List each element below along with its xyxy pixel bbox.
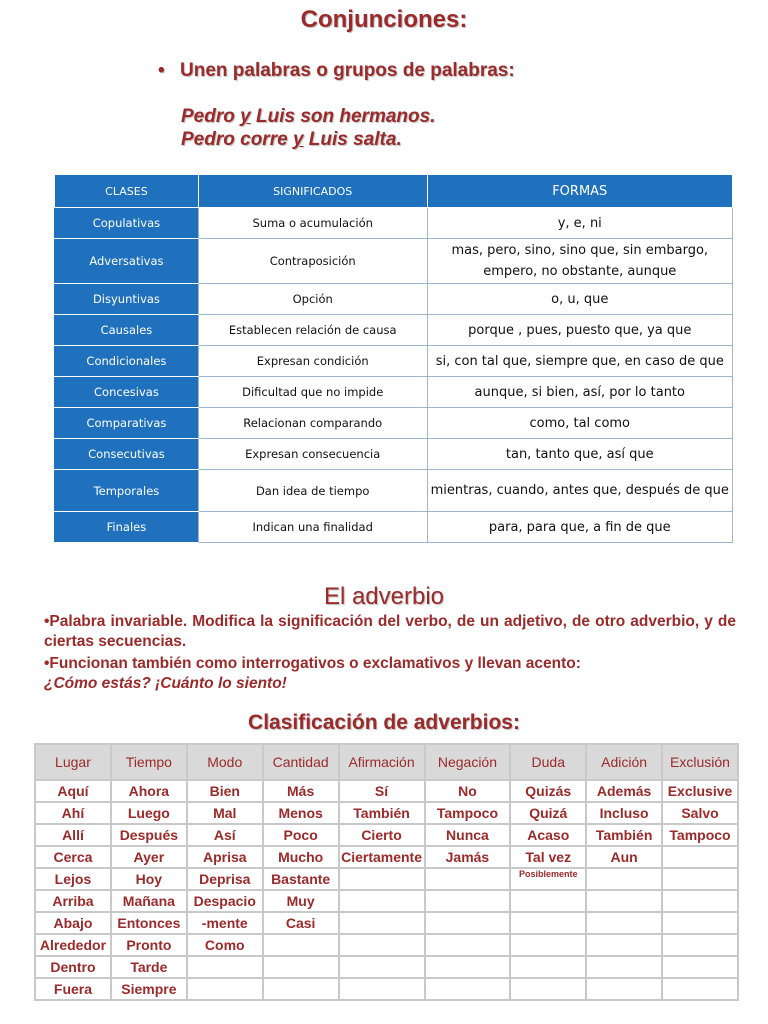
adv-cell [340,979,424,999]
adv-cell: Cerca [36,847,110,867]
conj-clase-cell: Disyuntivas [55,284,199,315]
adv-cell [511,913,585,933]
adv-header-duda: Duda [511,745,585,779]
adv-row [36,847,737,867]
adv-cell: Tampoco [426,803,510,823]
adv-cell: Mañana [112,891,186,911]
adverbio-definition: •Palabra invariable. Modifica la significación del verbo, de un adjetivo, de otro adverbio, y de ciertas secuencias. [44,613,736,650]
adv-cell: Despacio [188,891,262,911]
adv-row [36,891,737,911]
adv-cell: Jamás [426,847,510,867]
adv-cell [426,869,510,889]
adv-cell [264,957,338,977]
adv-cell: Ahora [112,781,186,801]
adv-cell [511,957,585,977]
adv-cell: También [587,825,661,845]
adv-header-tiempo: Tiempo [112,745,186,779]
adv-cell: Bien [188,781,262,801]
conj-formas-cell: como, tal como [427,408,732,439]
adv-cell: Bastante [264,869,338,889]
adv-header-adición: Adición [587,745,661,779]
conj-formas-cell: porque , pues, puesto que, ya que [427,315,732,346]
header-clases: CLASES [55,175,199,208]
adv-cell: Muy [264,891,338,911]
example2-conjunction: y [292,129,304,150]
adv-cell: Más [264,781,338,801]
adv-cell: Como [188,935,262,955]
conj-row [55,377,733,408]
conj-clase-cell: Copulativas [55,208,199,239]
adv-cell: Después [112,825,186,845]
conj-row [55,315,733,346]
adv-header-negación: Negación [426,745,510,779]
adv-cell: Así [188,825,262,845]
adv-cell [587,891,661,911]
adv-cell: Arriba [36,891,110,911]
adv-header-exclusión: Exclusión [663,745,737,779]
adv-cell [663,957,737,977]
adv-row [36,935,737,955]
adv-cell: No [426,781,510,801]
adv-row [36,979,737,999]
adv-cell: Menos [264,803,338,823]
adv-cell: Mal [188,803,262,823]
adv-row [36,825,737,845]
adv-header-modo: Modo [188,745,262,779]
adv-cell [663,913,737,933]
conj-row [55,346,733,377]
conj-significado-cell: Dificultad que no impide [198,377,427,408]
conj-formas-cell: mientras, cuando, antes que, después de que [427,470,732,512]
adv-cell: Ayer [112,847,186,867]
adv-cell: Cierto [340,825,424,845]
conj-row [55,208,733,239]
adv-cell [340,957,424,977]
adv-row [36,913,737,933]
conj-row [55,439,733,470]
adv-header-afirmación: Afirmación [340,745,424,779]
conj-row [55,408,733,439]
adv-cell: Tarde [112,957,186,977]
conjunciones-bullet [158,60,515,82]
adv-cell: Acaso [511,825,585,845]
adv-cell [340,935,424,955]
adv-cell [511,979,585,999]
adv-cell [340,913,424,933]
adverbio-function: •Funcionan también como interrogativos o exclamativos y llevan acento: [44,655,581,672]
conj-clase-cell: Temporales [55,470,199,512]
conj-formas-cell: si, con tal que, siempre que, en caso de que [427,346,732,377]
adv-cell [663,935,737,955]
adv-cell [663,847,737,867]
conj-clase-cell: Comparativas [55,408,199,439]
conj-formas-cell: y, e, ni [427,208,732,239]
adv-cell [511,891,585,911]
conj-significado-cell: Suma o acumulación [198,208,427,239]
adv-cell [426,935,510,955]
adv-cell [587,935,661,955]
adv-row [36,869,737,889]
adv-cell: Mucho [264,847,338,867]
clasificacion-title: Clasificación de adverbios: [248,711,520,734]
adv-cell [587,957,661,977]
adv-cell [587,979,661,999]
adv-cell: Casi [264,913,338,933]
adv-cell: Salvo [663,803,737,823]
adverbio-example: ¿Cómo estás? ¡Cuánto lo siento! [44,675,287,692]
adv-cell [663,891,737,911]
adv-header-lugar: Lugar [36,745,110,779]
adv-cell [264,979,338,999]
adv-cell: Alrededor [36,935,110,955]
conj-formas-cell: tan, tanto que, así que [427,439,732,470]
adv-cell [340,891,424,911]
adv-cell [188,979,262,999]
adv-cell [340,869,424,889]
conjunciones-title: Conjunciones: [300,6,468,33]
example1-conjunction: y [240,106,251,127]
conj-clase-cell: Condicionales [55,346,199,377]
adv-row [36,803,737,823]
adv-row [36,781,737,801]
example-sentence-1 [181,106,435,128]
adv-cell: Quizás [511,781,585,801]
example2-part-a: Pedro corre [181,129,293,150]
adv-cell: Luego [112,803,186,823]
adv-cell [663,979,737,999]
adv-cell: Posiblemente [511,869,585,889]
conj-significado-cell: Dan idea de tiempo [198,470,427,512]
adv-cell [587,913,661,933]
adv-cell: Hoy [112,869,186,889]
adv-header-cantidad: Cantidad [264,745,338,779]
conj-significado-cell: Establecen relación de causa [198,315,427,346]
adv-cell: -mente [188,913,262,933]
bullet-text: Unen palabras o grupos de palabras: [180,60,515,81]
conj-formas-cell: mas, pero, sino, sino que, sin embargo, empero, no obstante, aunque [427,239,732,284]
adv-cell: También [340,803,424,823]
adv-row [36,957,737,977]
adv-cell: Ciertamente [341,849,422,865]
conj-header-row [55,175,733,208]
adv-cell [426,913,510,933]
conj-clase-cell: Adversativas [55,239,199,284]
conjunciones-table [54,174,733,543]
adv-cell: Siempre [112,979,186,999]
example2-part-b: Luis salta. [303,129,402,150]
adv-cell: Aun [587,847,661,867]
conj-clase-cell: Causales [55,315,199,346]
adv-cell: Tampoco [663,825,737,845]
conj-formas-cell: aunque, si bien, así, por lo tanto [427,377,732,408]
conj-row [55,284,733,315]
example1-part-b: Luis son hermanos. [250,106,436,127]
header-formas: FORMAS [427,175,732,208]
adv-cell: Poco [264,825,338,845]
conj-clase-cell: Finales [55,512,199,543]
header-significados: SIGNIFICADOS [198,175,427,208]
conj-clase-cell: Consecutivas [55,439,199,470]
conj-significado-cell: Expresan condición [198,346,427,377]
conj-significado-cell: Contraposición [198,239,427,284]
conj-formas-cell: para, para que, a fin de que [427,512,732,543]
adv-cell: Abajo [36,913,110,933]
adv-cell: Pronto [112,935,186,955]
adv-cell [426,891,510,911]
adv-cell: Exclusive [663,781,737,801]
conj-formas-cell: o, u, que [427,284,732,315]
example-sentence-2 [181,129,402,151]
adv-cell: Sí [340,781,424,801]
conj-significado-cell: Expresan consecuencia [198,439,427,470]
adv-cell: Aprisa [188,847,262,867]
conj-row [55,470,733,512]
conj-clase-cell: Concesivas [55,377,199,408]
example1-part-a: Pedro [181,106,241,127]
adv-cell [264,935,338,955]
conj-significado-cell: Relacionan comparando [198,408,427,439]
conj-significado-cell: Indican una finalidad [198,512,427,543]
adv-cell [511,935,585,955]
adv-cell: Ahí [36,803,110,823]
adv-cell [188,957,262,977]
conj-row [55,239,733,284]
adv-cell: Tal vez [511,847,585,867]
adv-cell: Deprisa [188,869,262,889]
conj-significado-cell: Opción [198,284,427,315]
adv-cell: Aquí [36,781,110,801]
adv-cell [426,979,510,999]
adv-header-row [36,745,737,779]
adv-cell: Además [587,781,661,801]
adv-cell [587,869,661,889]
adv-cell: Dentro [36,957,110,977]
adv-cell: Allí [36,825,110,845]
adv-cell: Incluso [587,803,661,823]
adv-cell [663,869,737,889]
adv-cell: Quizá [511,803,585,823]
adverbios-table [34,743,739,1001]
adverbio-title: El adverbio [323,583,445,610]
bullet-dot: • [158,60,165,81]
adv-cell: Fuera [36,979,110,999]
adv-cell: Nunca [426,825,510,845]
conj-row [55,512,733,543]
adv-cell: Entonces [112,913,186,933]
adv-cell: Lejos [36,869,110,889]
adv-cell [426,957,510,977]
